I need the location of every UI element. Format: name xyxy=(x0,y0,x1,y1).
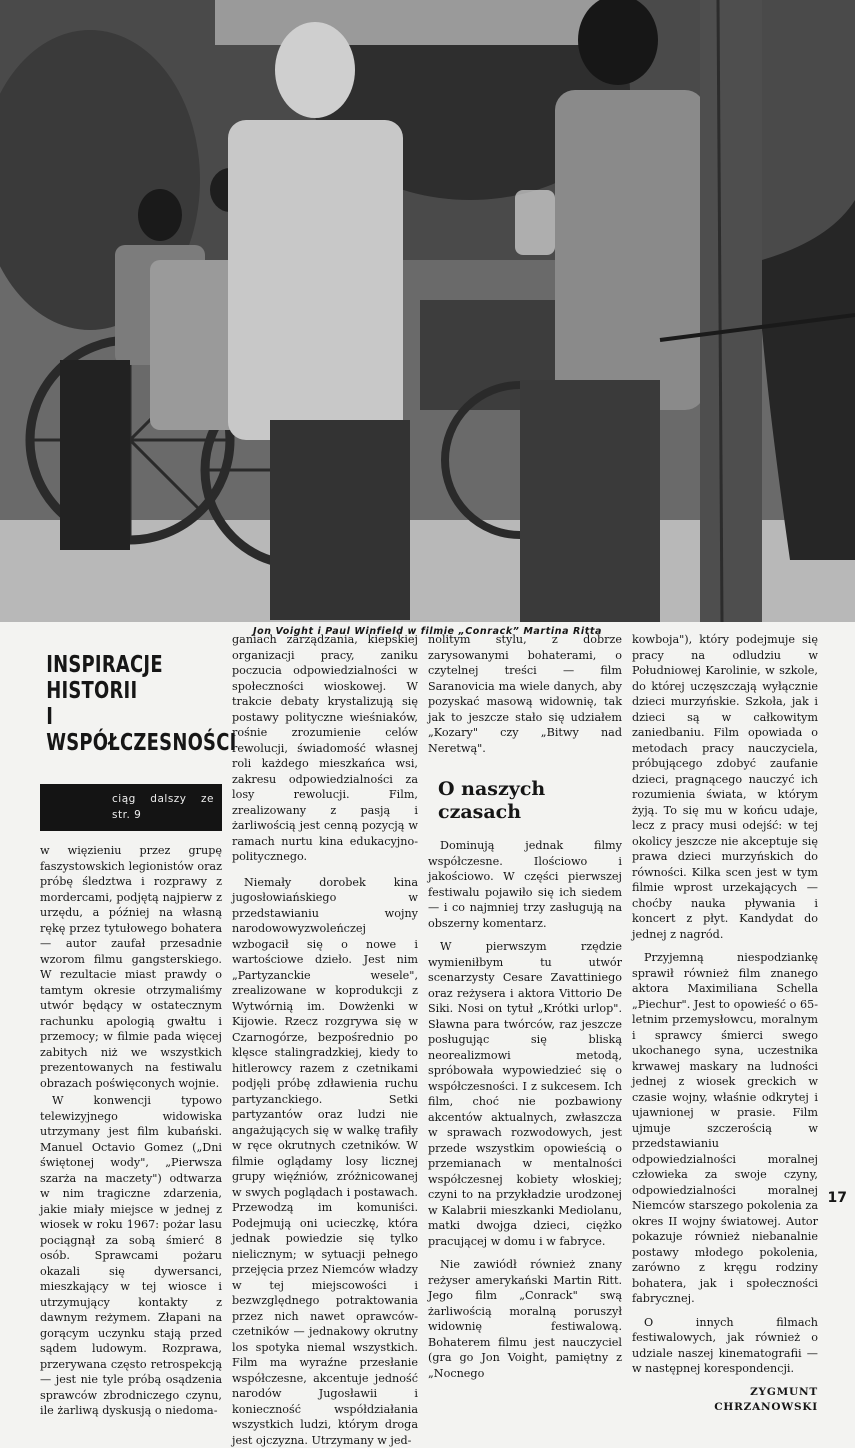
article-column-1 xyxy=(40,632,222,1419)
paragraph: W konwencji typowo telewizyjnego widowiska utrzymany jest film kubański. Manuel Octavio Gomez („Dni świętonej wody", „Pierwsza szarża na maczety") odtwarza w nim tragiczne zdarzenia, jakie miały miejsce w jednej z wiosek w roku 1967: pożar lasu pociągnął za sobą śmierć 8 osób. Sprawcami pożaru okazali się dywersanci, mieszkający w tej wiosce i utrzymujący kontakty z dawnym reżymem. Złapani na gorącym uczynku stają przed sądem ludowym. Rozprawa, przerywana często retrospekcją — jest nie tyle próbą osądzenia sprawców zbrodniczego czynu, ile żarliwą dyskusją o niedoma- xyxy=(40,1093,222,1419)
photo-caption: Jon Voight i Paul Winfield w filmie „Conrack” Martina Ritta xyxy=(0,626,855,637)
title-line: INSPIRACJE xyxy=(46,652,233,678)
film-still-illustration xyxy=(0,0,855,622)
paragraph: Nie zawiódł również znany reżyser amerykański Martin Ritt. Jego film „Conrack" swą żarliwością moralną poruszył widownię festiwalową. Bohaterem filmu jest nauczyciel (gra go Jon Voight, pamiętny z „Nocnego xyxy=(428,1257,622,1381)
paragraph: ganiach zarządzania, kiepskiej organizacji pracy, zaniku poczucia odpowiedzialności w społeczności wioskowej. W trakcie debaty krystalizują się postawy polityczne wieśniaków, rośnie zrozumienie celów rewolucji, świadomość własnej roli każdego mieszkańca wsi, zakresu odpowiedzialności za losy rewolucji. Film, zrealizowany z pasją i żarliwością jest cenną pozycją w ramach nurtu kina edukacyjno-politycznego. xyxy=(232,632,418,865)
article-column-2 xyxy=(232,632,418,1448)
paragraph: O innych filmach festiwalowych, jak również o udziale naszej kinematografii — w następnej korespondencji. xyxy=(632,1315,818,1377)
film-still-photo xyxy=(0,0,855,622)
signature-line: CHRZANOWSKI xyxy=(632,1400,818,1415)
paragraph: Przyjemną niespodziankę sprawił również film znanego aktora Maximiliana Schella „Piechur". Jest to opowieść o 65-letnim przemysłowcu, moralnym i sprawcy śmierci swego ukochanego syna, uczestnika krwawej maskary na ludności jednej z wiosek greckich w czasie wojny, właśnie odkrytej i ujawnionej w prasie. Film ujmuje szczerością w przedstawianiu odpowiedzialności moralnej człowieka za swoje czyny, odpowiedzialności moralnej Niemców starszego pokolenia za okres II wojny światowej. Autor pokazuje również niebanalnie postawy młodego pokolenia, zarówno z kręgu rodziny bohatera, jak i społeczności fabrycznej. xyxy=(632,950,818,1307)
article-column-3 xyxy=(428,632,622,1381)
paragraph: W pierwszym rzędzie wymieniłbym tu utwór scenarzysty Cesare Zavattiniego oraz reżysera i aktora Vittorio De Siki. Nosi on tytuł „Krótki urlop". Sławna para twórców, raz jeszcze posługując się bliską neorealizmowi metodą, spróbowała wypowiedzieć się o współczesności. I z sukcesem. Ich film, choć nie pozbawiony akcentów aktualnych, zwłaszcza w sprawach rozwodowych, jest przede wszystkim opowieścią o przemianach w mentalności współczesnej kobiety włoskiej; czyni to na przykładzie urodzonej w Kalabrii mieszkanki Mediolanu, matki dwojga dzieci, ciężko pracującej w domu i w fabryce. xyxy=(428,939,622,1249)
paragraph: nolitym stylu, z dobrze zarysowanymi bohaterami, o czytelnej treści — film Saranovicia ma wiele danych, aby pozyskać masową widownię, tak jak to jeszcze stało się udziałem „Kozary" czy „Bitwy nad Neretwą". xyxy=(428,632,622,756)
paragraph: w więzieniu przez grupę faszystowskich legionistów oraz próbę śledztwa i rozprawy z mordercami, podjętą najpierw z urzędu, a później na własną rękę przez tytułowego bohatera — autor zaufał przesadnie wzorom filmu gangsterskiego. W rezultacie miast prawdy o tamtym okresie otrzymaliśmy utwór będący w ostatecznym rachunku apologią gwałtu i przemocy; w filmie pada więcej zabitych niż we wszystkich prezentowanych na festiwalu obrazach poświęconych wojnie. xyxy=(40,843,222,1091)
signature-line: ZYGMUNT xyxy=(632,1385,818,1400)
title-line: I WSPÓŁCZESNOŚCI xyxy=(46,704,233,756)
page-number: 17 xyxy=(828,1190,847,1206)
article-column-4 xyxy=(632,632,818,1415)
author-signature xyxy=(632,1385,818,1415)
article-title xyxy=(40,652,233,756)
continuation-note: ciąg dalszy ze str. 9 xyxy=(40,784,222,831)
subheading-line: czasach xyxy=(438,801,622,824)
paragraph: kowboja"), który podejmuje się pracy na odludziu w Południowej Karolinie, w szkole, do której uczęszczają wyłącznie dzieci murzyńskie. Szkoła, jak i dzieci są w całkowitym zaniedbaniu. Film opowiada o metodach pracy nauczyciela, próbującego zdobyć zaufanie dzieci, pragnącego nauczyć ich rozumienia świata, w którym żyją. To się mu w końcu udaje, lecz z pracy musi odejść: w tej okolicy jeszcze nie akceptuje się prawa dzieci murzyńskich do równości. Kilka scen jest w tym filmie wprost urzekających — choćby nauka pływania i koncert z płyt. Kandydat do jednej z nagród. xyxy=(632,632,818,942)
paragraph: Dominują jednak filmy współczesne. Ilościowo i jakościowo. W części pierwszej festiwalu pojawiło się ich siedem — i co najmniej trzy zasługują na obszerny komentarz. xyxy=(428,838,622,931)
title-line: HISTORII xyxy=(46,678,233,704)
subheading-line: O naszych xyxy=(438,778,622,801)
section-subheading xyxy=(438,778,622,824)
paragraph: Niemały dorobek kina jugosłowiańskiego w przedstawianiu wojny narodowowyzwoleńczej wzbogacił się o nowe i wartościowe dzieło. Jest nim „Partyzanckie wesele", zrealizowane w koprodukcji z Wytwórnią im. Dowżenki w Kijowie. Rzecz rozgrywa się w Czarnogórze, bezpośrednio po klęsce stalingradzkiej, kiedy to hitlerowcy razem z czetnikami podjęli próbę zdławienia ruchu partyzanckiego. Setki partyzantów oraz ludzi nie angażujących się w walkę trafiły w ręce okrutnych czetników. W filmie oglądamy losy licznej grupy więźniów, zróżnicowanej w swych poglądach i postawach. Przewodzą im komuniści. Podejmują oni ucieczkę, która jednak powiedzie się tylko nielicznym; w sytuacji pełnego przejęcia przez Niemców władzy w tej miejscowości i bezwzględnego potraktowania przez nich nawet oprawców-czetników — jednakowy okrutny los spotyka niemal wszystkich. Film ma wyraźne przesłanie współczesne, akcentuje jedność narodów Jugosławii i konieczność współdziałania wszystkich ludzi, którym droga jest ojczyzna. Utrzymany w jed- xyxy=(232,875,418,1448)
